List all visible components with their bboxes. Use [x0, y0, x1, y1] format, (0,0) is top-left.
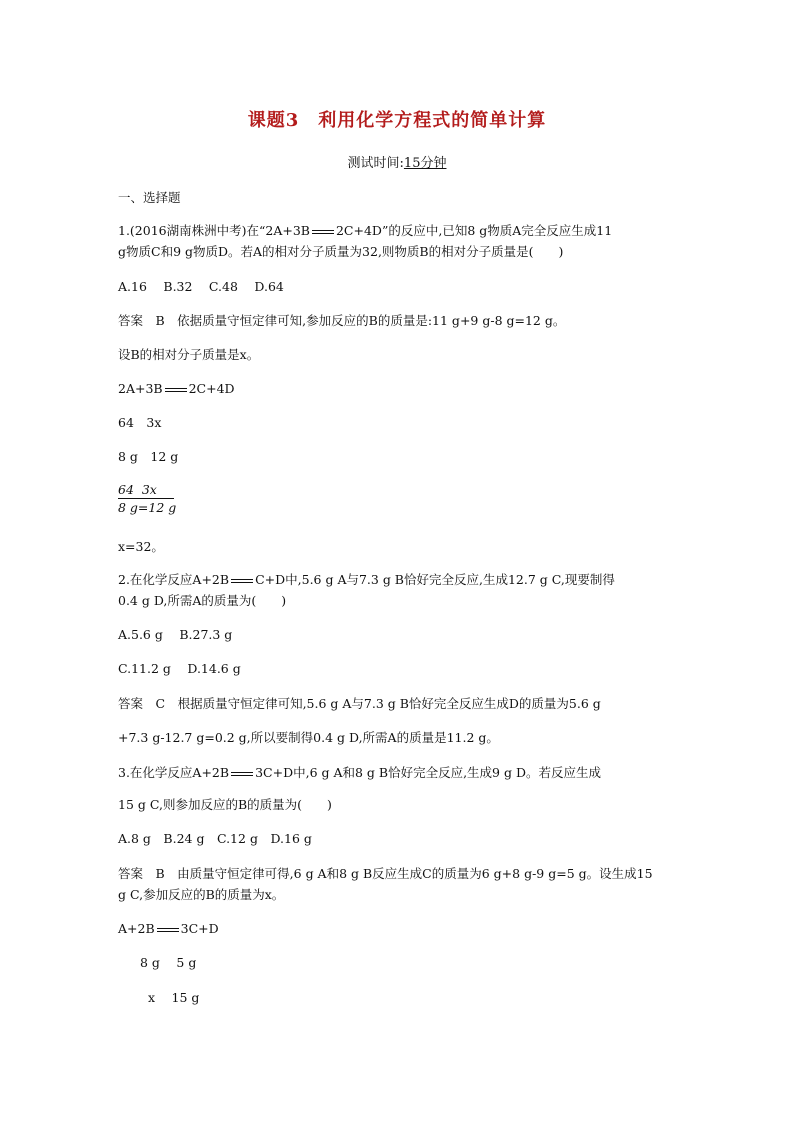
q2-options-2: C.11.2 g D.14.6 g — [118, 661, 241, 676]
q1-proportion: 64 3x 8 g=12 g — [118, 482, 177, 515]
q1-mass-values: 8 g 12 g — [118, 449, 179, 464]
q1-mass-ratio: 64 3x — [118, 415, 162, 430]
q3-options: A.8 g B.24 g C.12 g D.16 g — [118, 831, 312, 846]
test-time — [0, 152, 794, 171]
page-title: 课题3 利用化学方程式的简单计算 — [247, 110, 547, 131]
q3-equation: A+2B 3C+D — [118, 921, 219, 936]
reaction-arrow-icon — [231, 772, 253, 776]
q3-answer: 答案 B 由质量守恒定律可得,6 g A和8 g B反应生成C的质量为6 g+8 g-9 g=5 g。设生成15 — [118, 866, 653, 881]
reaction-arrow-icon — [165, 388, 187, 392]
q3-line-1: 3.在化学反应A+2B 3C+D中,6 g A和8 g B恰好完全反应,生成9 g D。若反应生成 — [118, 765, 601, 780]
q1-answer: 答案 B 依据质量守恒定律可知,参加反应的B的质量是:11 g+9 g-8 g=12 g。 — [118, 313, 566, 328]
q2-line-2: 0.4 g D,所需A的质量为( ) — [118, 593, 287, 608]
q1-line-1: 1.(2016湖南株洲中考)在“2A+3B 2C+4D”的反应中,已知8 g物质A完全反应生成11 — [118, 223, 613, 238]
q3-mass-values: x 15 g — [148, 990, 200, 1005]
q1-result: x=32。 — [118, 539, 164, 554]
q1-line-2: g物质C和9 g物质D。若A的相对分子质量为32,则物质B的相对分子质量是( ) — [118, 244, 564, 259]
reaction-arrow-icon — [157, 928, 179, 932]
q2-line-1: 2.在化学反应A+2B C+D中,5.6 g A与7.3 g B恰好完全反应,生成12.7 g C,现要制得 — [118, 572, 615, 587]
reaction-arrow-icon — [312, 230, 334, 234]
q2-answer-cont: +7.3 g-12.7 g=0.2 g,所以要制得0.4 g D,所需A的质量是11.2 g。 — [118, 730, 499, 745]
section-heading: 一、选择题 — [118, 190, 181, 205]
q1-equation: 2A+3B 2C+4D — [118, 381, 235, 396]
q3-answer-cont: g C,参加反应的B的质量为x。 — [118, 887, 285, 902]
q1-options: A.16 B.32 C.48 D.64 — [118, 279, 284, 294]
test-time-value: 15分钟 — [403, 156, 447, 171]
q3-mass-ratio: 8 g 5 g — [140, 955, 197, 970]
q1-answer-step: 设B的相对分子质量是x。 — [118, 347, 260, 362]
fraction-bar — [118, 498, 174, 499]
q2-answer: 答案 C 根据质量守恒定律可知,5.6 g A与7.3 g B恰好完全反应生成D的质量为5.6 g — [118, 696, 601, 711]
q2-options-1: A.5.6 g B.27.3 g — [118, 627, 233, 642]
q3-line-2: 15 g C,则参加反应的B的质量为( ) — [118, 797, 332, 812]
test-time-label: 测试时间: — [347, 156, 404, 171]
reaction-arrow-icon — [231, 579, 253, 583]
